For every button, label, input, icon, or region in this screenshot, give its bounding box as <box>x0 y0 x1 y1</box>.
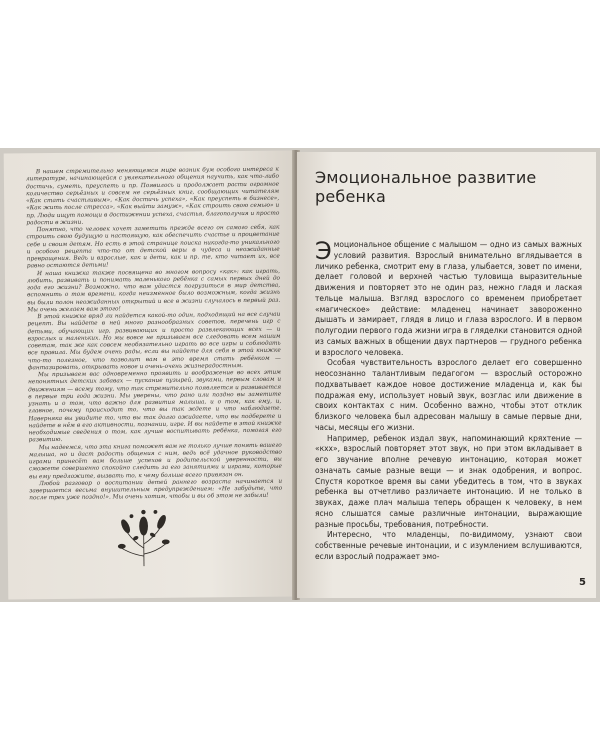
preface-paragraph: Любой разговор о воспитании детей раннего возраста начинается и завершается весьма внушительным предупреждением: «Не забудьте, что после трех уже поздно!». Мы очень хотим, чтобы и вы об этом не забыли! <box>29 478 283 502</box>
body-paragraph: Особая чувствительность взрослого делает его совершенно неосознанно талантливым педагогом — взрослый осторожно подхватывает каждое новое достижение младенца и, как бы подражая ему, использует новый звук, возглас или движение в своих контактах с ним. Особенно важно, чтобы этот отклик близкого человека был адресован малышу в самые первые дни, часы, месяцы его жизни. <box>315 358 582 432</box>
right-page <box>297 152 596 598</box>
chapter-title: Эмоциональное развитие ребенка <box>315 168 537 206</box>
preface-text <box>26 167 282 503</box>
preface-paragraph: И наша книжка также посвящена во многом вопросу «как»: как играть, любить, развивать и понимать маленького ребёнка с самых первых дней до года его жизни? Возможно, что вам удастся погрузиться в мир детства, вспомнить о том времени, когда неизменное было возможным, когда жизнь вы были полон неожиданных открытий и все в жизни случалось в первый раз. Мы очень желаем вам этого! <box>26 268 281 314</box>
page-number: 5 <box>579 577 586 588</box>
left-page <box>4 150 298 599</box>
preface-paragraph: Понятно, что человек хочет заметить прежде всего он самого себя, как строить свою будущую и настоящую, как обеспечить счастье и процветание себе и своим детям. Но есть в этой странице поиска никогда-то уникального и особого рецепта что-то от детской веры в чудеса и неожиданные превращения. Ведь и взрослые, как и дети, как и пр. те, кто читает их, все равно остаются детьми! <box>26 224 280 270</box>
body-paragraph <box>315 237 582 358</box>
body-paragraph: Например, ребенок издал звук, напоминающий кряхтение — «кхх», взрослый повторяет этот звук, но при этом вкладывает в его звучание вполне речевую интонацию, которая может означать самые разные вещи — и знак одобрения, и вопрос. Спустя короткое время вы сами убедитесь в том, что в звуках ребенка вы отчетливо различаете интонацию. И не только в звуках, даже плач малыша теперь обращен к человеку, в нем ясно слышатся самые различные интонации, выражающие разные просьбы, требования, потребности. <box>315 433 582 529</box>
preface-paragraph: В этой книжке вряд ли найдется какой-то один, подходящий на все случаи рецепт. Вы найдете в ней много разнообразных советов, перечень игр с детьми, обучающих игр, развивающих и просто развлекающих всех — и взрослых и маленьких. Но мы вовсе не призываем все следовать всем нашим советам, так же как совсем необязательно играть во все игры и соблюдать все правила. Мы будем очень рады, если вы найдете для себя в этой книжке что-то полезное, что позволит вам в это время стать ребёнком — фантазировать, открывать новое и очень-очень жизнерадостным. <box>27 311 281 372</box>
preface-paragraph: Мы надеемся, что эта книга поможет вам не только лучше понять вашего малыша, но и даст радость общения с ним, ведь всё удачное руководство играми принесёт вам больше успехов и родительской уверенности, вы сможете совершенно спокойно следить за его занятиями и играми, которые вы ему предложите, вызвать то, к чему больше всего привязан он. <box>28 442 283 480</box>
preface-paragraph: В нашем стремительно меняющемся мире возник бум особого интереса к литературе, начинающейся с увлекательного общения научить, как что-либо достичь, суметь, преуспеть и пр. Появилось и продолжает расти огромное количество серьёзных и совсем не серьёзных книг, сообщающих читателям «Как стать счастливым», «Как достичь успеха», «Как преуспеть в бизнесе», «Как жить после стресса», «Как выйти замуж», «Как строить свою семью» и пр. Люди ищут помощи в достижении успеха, счастья, благополучия и просто радости в жизни. <box>25 166 280 227</box>
first-paragraph-text: моциональное общение с малышом — одно из самых важных условий развития. Взрослый внимательно вглядывается в личико ребенка, смотрит ему в глаза, улыбается, зовет по имени, делает головой и верхней частью туловища выразительные движения и повторяет это не один раз, нежно гладя и лаская тельце малыша. Взгляд взрослого со временем приобретает «магическое» действие: младенец начинает завороженно дышать и замирает, глядя в лицо и глаза взрослого. И в первом полугодии первого года жизни игра в гляделки становится одной из самых важных в общении двух партнеров — грудного ребенка и взрослого человека. <box>315 240 582 357</box>
drop-cap: Э <box>315 237 332 265</box>
floral-ornament-icon <box>115 504 172 569</box>
body-paragraph: Интересно, что младенцы, по-видимому, узнают свои собственные речевые интонации, и с изумлением вслушиваются, если взрослый подражает эмо- <box>315 530 582 561</box>
chapter-body <box>315 237 582 563</box>
preface-paragraph: Мы призываем вас одновременно проявить и воображение во всех этим непонятных детских забавах — пускание пузырей, звуками, первым словам и движениям — всему тому, что так стремительно появляется и развивается в первые три года жизни. Мы уверены, что рано или поздно вы заметите узнать и о том, что важно для развития малыша, и о том, как ему, и, главное, почему происходит то, что вы так ждете и что наблюдаете. Наверняка вы увидите то, что вы так долго ожидаете, что вы подберете и найдете в нём в его активности, познании, игре. И вы найдете в этой книжке необходимые сведения о том, как лучше воспитывать ребёнка, помогая его развитию. <box>28 369 282 444</box>
